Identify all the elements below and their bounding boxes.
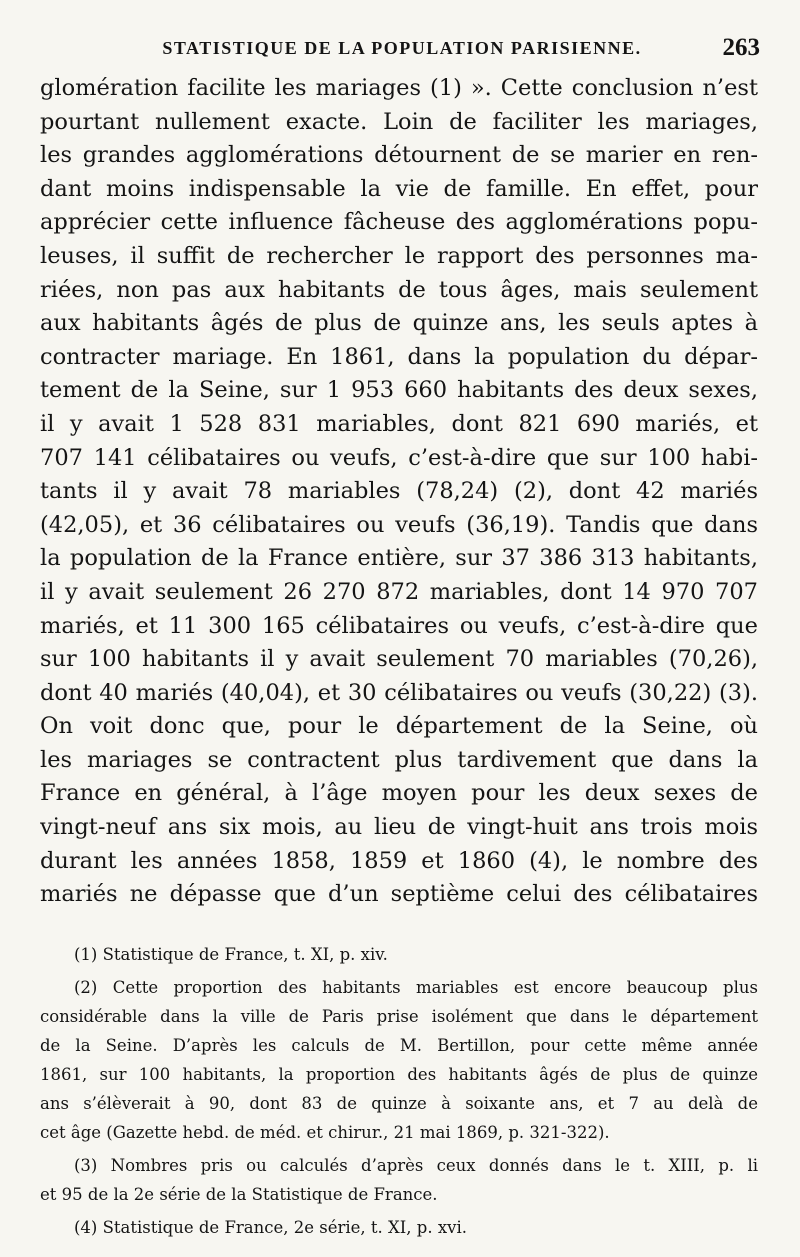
text-line: les grandes agglomérations détournent de se marier en ren- [40,142,758,169]
text-line: 707 141 célibataires ou veufs, c’est-à-dire que sur 100 habi- [40,444,758,471]
text-line: tement de la Seine, sur 1 953 660 habitants des deux sexes, [40,377,758,404]
text-line: dont 40 mariés (40,04), et 30 célibataires ou veufs (30,22) (3). [40,679,758,706]
footnote-1: (1) Statistique de France, t. XI, p. xiv. [74,945,388,964]
footnote-3-line: (3) Nombres pris ou calculés d’après ceux donnés dans le t. XIII, p. li [74,1156,758,1175]
running-title: STATISTIQUE DE LA POPULATION PARISIENNE. [162,38,642,58]
text-line: les mariages se contractent plus tardivement que dans la [40,746,758,773]
text-line: contracter mariage. En 1861, dans la population du dépar- [40,343,758,370]
text-line: leuses, il suffit de rechercher le rapport des personnes ma- [40,242,758,269]
footnote-2-line: considérable dans la ville de Paris prise isolément que dans le département [40,1007,758,1026]
text-line: mariés ne dépasse que d’un septième celui des célibataires [40,881,758,908]
text-line: glomération facilite les mariages (1) ». Cette conclusion n’est [40,75,758,101]
footnote-3-line: et 95 de la 2e série de la Statistique de France. [40,1185,438,1204]
text-line: pourtant nullement exacte. Loin de faciliter les mariages, [40,108,758,135]
text-line: sur 100 habitants il y avait seulement 70 mariables (70,26), [40,646,758,673]
text-line: (42,05), et 36 célibataires ou veufs (36,19). Tandis que dans [40,511,758,538]
footnote-2-line: 1861, sur 100 habitants, la proportion des habitants âgés de plus de quinze [40,1065,758,1084]
page-header [44,34,760,68]
text-line: aux habitants âgés de plus de quinze ans, les seuls aptes à [40,310,758,337]
text-line: dant moins indispensable la vie de famille. En effet, pour [40,175,758,202]
text-line: On voit donc que, pour le département de la Seine, où [40,713,758,740]
footnote-2-line: de la Seine. D’après les calculs de M. Bertillon, pour cette même année [40,1036,758,1055]
text-line: durant les années 1858, 1859 et 1860 (4), le nombre des [40,847,758,874]
main-text [40,72,758,912]
text-line: apprécier cette influence fâcheuse des agglomérations popu- [40,209,758,236]
footnotes [40,940,758,1242]
text-line: France en général, à l’âge moyen pour les deux sexes de [40,780,758,807]
footnote-2-line: cet âge (Gazette hebd. de méd. et chirur., 21 mai 1869, p. 321-322). [40,1123,610,1142]
text-line: tants il y avait 78 mariables (78,24) (2), dont 42 mariés [40,478,758,505]
text-line: riées, non pas aux habitants de tous âges, mais seulement [40,276,758,303]
page-number: 263 [722,34,760,61]
text-line: vingt-neuf ans six mois, au lieu de vingt-huit ans trois mois [40,814,758,841]
text-line: il y avait 1 528 831 mariables, dont 821 690 mariés, et [40,410,758,437]
footnote-2-line: (2) Cette proportion des habitants mariables est encore beaucoup plus [74,978,758,997]
footnote-2-line: ans s’élèverait à 90, dont 83 de quinze à soixante ans, et 7 au delà de [40,1094,758,1113]
text-line: mariés, et 11 300 165 célibataires ou veufs, c’est-à-dire que [40,612,758,639]
text-line: la population de la France entière, sur 37 386 313 habitants, [40,545,758,572]
text-line: il y avait seulement 26 270 872 mariables, dont 14 970 707 [40,578,758,605]
footnote-4: (4) Statistique de France, 2e série, t. XI, p. xvi. [74,1218,467,1237]
